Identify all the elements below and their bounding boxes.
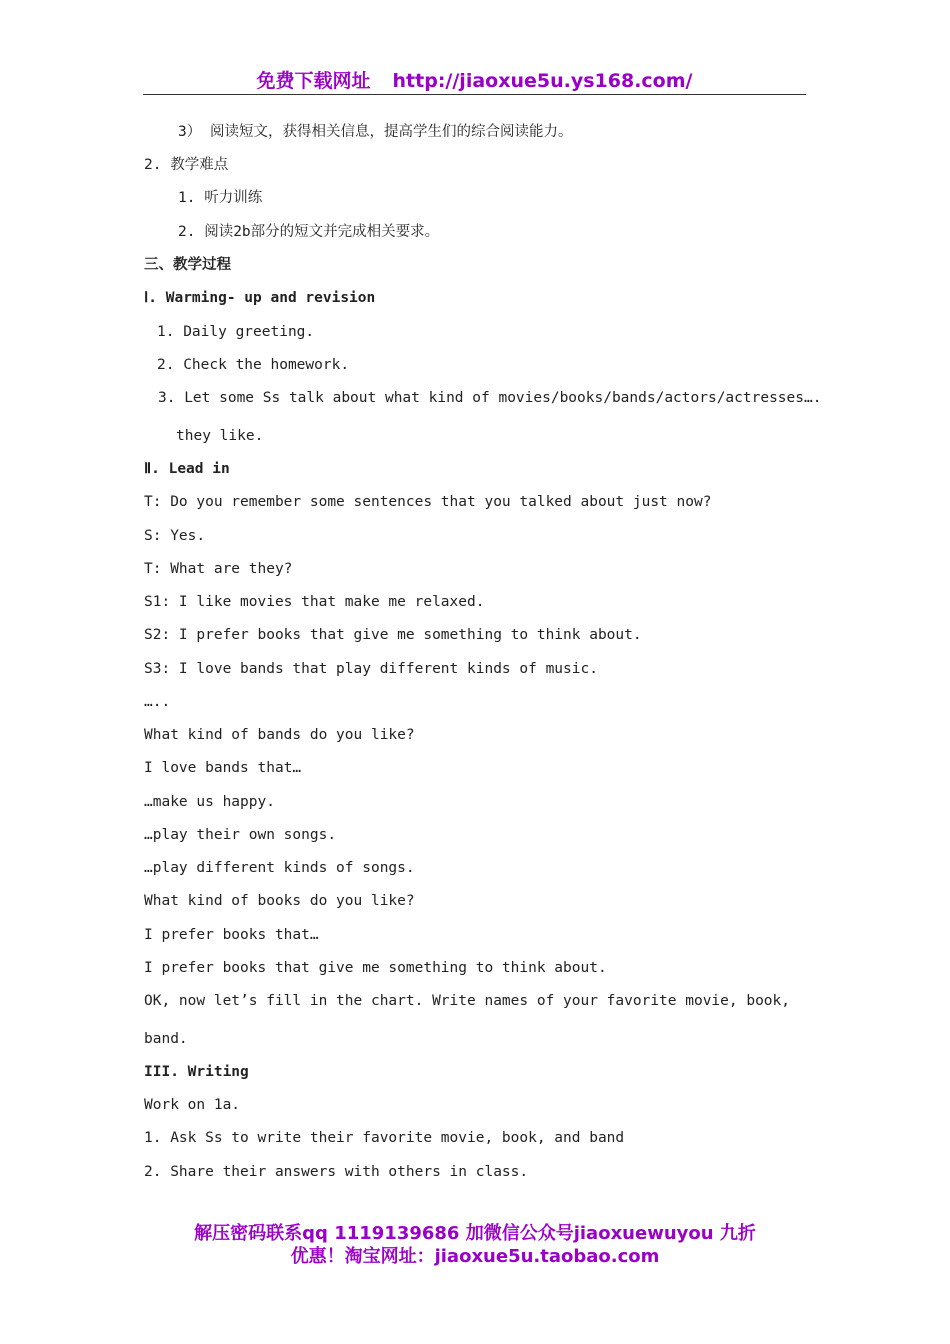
text-line: …play different kinds of songs. bbox=[144, 860, 415, 876]
text-line: 2. Check the homework. bbox=[157, 357, 350, 373]
text-line: Work on 1a. bbox=[144, 1097, 241, 1113]
header-url[interactable]: http://jiaoxue5u.ys168.com/ bbox=[392, 70, 693, 92]
text-line: S3: I love bands that play different kinds of music. bbox=[144, 661, 598, 677]
section-heading: III. Writing bbox=[144, 1064, 249, 1080]
text-line: S2: I prefer books that give me something to think about. bbox=[144, 627, 642, 643]
section-heading: Ⅱ. Lead in bbox=[144, 461, 230, 477]
text-line: I love bands that… bbox=[144, 760, 302, 776]
text-line: band. bbox=[144, 1031, 188, 1047]
text-line: What kind of books do you like? bbox=[144, 893, 415, 909]
footer-line-1: 解压密码联系qq 1119139686 加微信公众号jiaoxuewuyou 九折 bbox=[194, 1223, 756, 1244]
text-line: I prefer books that… bbox=[144, 927, 319, 943]
text-line: …play their own songs. bbox=[144, 827, 337, 843]
text-line: they like. bbox=[176, 428, 264, 444]
footer-line-2: 优惠！淘宝网址：jiaoxue5u.taobao.com bbox=[290, 1246, 660, 1267]
text-line: 1. Ask Ss to write their favorite movie, book, and band bbox=[144, 1130, 625, 1146]
section-heading: 三、教学过程 bbox=[144, 257, 231, 273]
text-line: 3. Let some Ss talk about what kind of movies/books/bands/actors/actresses…. bbox=[158, 390, 822, 406]
text-line: 2. Share their answers with others in class. bbox=[144, 1164, 529, 1180]
text-line: ….. bbox=[144, 694, 171, 710]
text-line: T: What are they? bbox=[144, 561, 293, 577]
text-line: 2. 阅读2b部分的短文并完成相关要求。 bbox=[178, 224, 440, 240]
text-line: 1. Daily greeting. bbox=[157, 324, 315, 340]
header-label: 免费下载网址 bbox=[256, 70, 371, 92]
text-line: T: Do you remember some sentences that you talked about just now? bbox=[144, 494, 712, 510]
text-line: What kind of bands do you like? bbox=[144, 727, 415, 743]
text-line: OK, now let’s fill in the chart. Write names of your favorite movie, book, bbox=[144, 993, 791, 1009]
page-header bbox=[143, 66, 806, 95]
section-heading: Ⅰ. Warming- up and revision bbox=[144, 290, 376, 306]
text-line: 2. 教学难点 bbox=[144, 157, 229, 173]
text-line: I prefer books that give me something to think about. bbox=[144, 960, 607, 976]
text-line: …make us happy. bbox=[144, 794, 275, 810]
text-line: S1: I like movies that make me relaxed. bbox=[144, 594, 485, 610]
text-line: 3） 阅读短文，获得相关信息，提高学生们的综合阅读能力。 bbox=[178, 124, 573, 140]
text-line: 1. 听力训练 bbox=[178, 190, 263, 206]
text-line: S: Yes. bbox=[144, 528, 206, 544]
